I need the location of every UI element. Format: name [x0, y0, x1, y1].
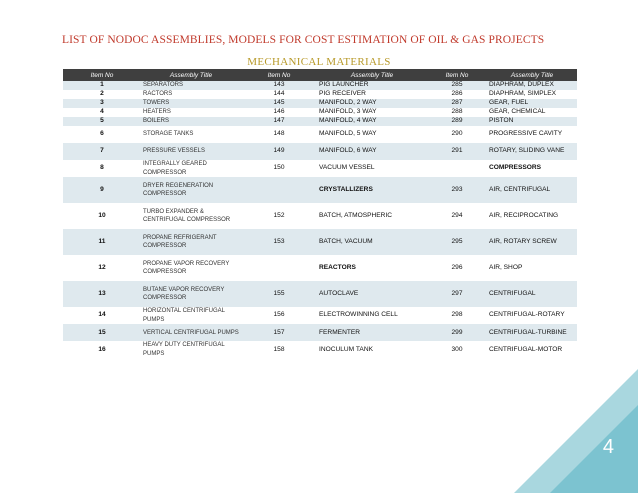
- item-no-cell: 15: [63, 324, 141, 341]
- assembly-title-cell: DRYER REGENERATION COMPRESSOR: [141, 177, 241, 203]
- assembly-title-cell: MANIFOLD, 2 WAY: [317, 99, 427, 108]
- assembly-title-cell: AUTOCLAVE: [317, 281, 427, 307]
- item-no-cell: 294: [427, 203, 487, 229]
- item-no-cell: 148: [241, 126, 317, 143]
- item-no-cell: 9: [63, 177, 141, 203]
- assembly-title-cell: CENTRIFUGAL-TURBINE: [487, 324, 577, 341]
- table-header-row: [63, 69, 577, 81]
- item-no-cell: 156: [241, 307, 317, 324]
- item-no-cell: 286: [427, 90, 487, 99]
- item-no-cell: 4: [63, 108, 141, 117]
- item-no-cell: 13: [63, 281, 141, 307]
- table-row: [63, 324, 577, 341]
- assemblies-table: [63, 69, 577, 359]
- assembly-title-cell: AIR, RECIPROCATING: [487, 203, 577, 229]
- item-no-cell: 2: [63, 90, 141, 99]
- assembly-title-cell: AIR, CENTRIFUGAL: [487, 177, 577, 203]
- assembly-title-cell: INTEGRALLY GEARED COMPRESSOR: [141, 160, 241, 177]
- item-no-cell: 149: [241, 143, 317, 160]
- table-row: [63, 143, 577, 160]
- assembly-title-cell: ELECTROWINNING CELL: [317, 307, 427, 324]
- assembly-title-cell: CENTRIFUGAL: [487, 281, 577, 307]
- item-no-cell: 14: [63, 307, 141, 324]
- item-no-cell: 285: [427, 81, 487, 90]
- assembly-title-cell: PISTON: [487, 117, 577, 126]
- table-row: [63, 281, 577, 307]
- assembly-title-cell: ROTARY, SLIDING VANE: [487, 143, 577, 160]
- item-no-cell: 291: [427, 143, 487, 160]
- assembly-title-cell: PROPANE VAPOR RECOVERY COMPRESSOR: [141, 255, 241, 281]
- item-no-cell: 147: [241, 117, 317, 126]
- assembly-title-cell: TURBO EXPANDER & CENTRIFUGAL COMPRESSOR: [141, 203, 241, 229]
- assembly-title-cell: VACUUM VESSEL: [317, 160, 427, 177]
- item-no-cell: 5: [63, 117, 141, 126]
- item-no-cell: 150: [241, 160, 317, 177]
- assembly-title-cell: GEAR, CHEMICAL: [487, 108, 577, 117]
- item-no-cell: 11: [63, 229, 141, 255]
- assembly-title-cell: PIG LAUNCHER: [317, 81, 427, 90]
- table-row: [63, 160, 577, 177]
- assembly-title-cell: PRESSURE VESSELS: [141, 143, 241, 160]
- item-no-cell: [427, 160, 487, 177]
- table-row: [63, 117, 577, 126]
- assembly-title-cell: PROGRESSIVE CAVITY: [487, 126, 577, 143]
- item-no-cell: 155: [241, 281, 317, 307]
- assembly-title-cell: PROPANE REFRIGERANT COMPRESSOR: [141, 229, 241, 255]
- item-no-cell: 143: [241, 81, 317, 90]
- assembly-title-cell: BOILERS: [141, 117, 241, 126]
- assembly-title-cell: REACTORS: [317, 255, 427, 281]
- table-row: [63, 341, 577, 358]
- assembly-title-cell: PIG RECEIVER: [317, 90, 427, 99]
- item-no-cell: [241, 255, 317, 281]
- assembly-title-cell: MANIFOLD, 3 WAY: [317, 108, 427, 117]
- item-no-cell: 296: [427, 255, 487, 281]
- assembly-title-cell: GEAR, FUEL: [487, 99, 577, 108]
- header-assembly-title-2: Assembly Title: [317, 69, 427, 81]
- assembly-title-cell: FERMENTER: [317, 324, 427, 341]
- assembly-title-cell: SEPARATORS: [141, 81, 241, 90]
- table-row: [63, 229, 577, 255]
- item-no-cell: 298: [427, 307, 487, 324]
- item-no-cell: 16: [63, 341, 141, 358]
- item-no-cell: 299: [427, 324, 487, 341]
- assembly-title-cell: BATCH, ATMOSPHERIC: [317, 203, 427, 229]
- assembly-title-cell: HEAVY DUTY CENTRIFUGAL PUMPS: [141, 341, 241, 358]
- item-no-cell: 12: [63, 255, 141, 281]
- item-no-cell: 10: [63, 203, 141, 229]
- assembly-title-cell: COMPRESSORS: [487, 160, 577, 177]
- item-no-cell: [241, 177, 317, 203]
- assembly-title-cell: CENTRIFUGAL-ROTARY: [487, 307, 577, 324]
- item-no-cell: 293: [427, 177, 487, 203]
- item-no-cell: 8: [63, 160, 141, 177]
- assembly-title-cell: RACTORS: [141, 90, 241, 99]
- item-no-cell: 6: [63, 126, 141, 143]
- item-no-cell: 158: [241, 341, 317, 358]
- assembly-title-cell: BUTANE VAPOR RECOVERY COMPRESSOR: [141, 281, 241, 307]
- corner-decoration-inner: [550, 405, 638, 493]
- table-row: [63, 203, 577, 229]
- assembly-title-cell: AIR, SHOP: [487, 255, 577, 281]
- item-no-cell: 153: [241, 229, 317, 255]
- item-no-cell: 289: [427, 117, 487, 126]
- assembly-title-cell: BATCH, VACUUM: [317, 229, 427, 255]
- table-row: [63, 126, 577, 143]
- section-subtitle: MECHANICAL MATERIALS: [247, 56, 391, 68]
- header-assembly-title-1: Assembly Title: [141, 69, 241, 81]
- item-no-cell: 297: [427, 281, 487, 307]
- assembly-title-cell: STORAGE TANKS: [141, 126, 241, 143]
- item-no-cell: 3: [63, 99, 141, 108]
- header-item-no-2: Item No: [241, 69, 317, 81]
- assembly-title-cell: AIR, ROTARY SCREW: [487, 229, 577, 255]
- table-row: [63, 99, 577, 108]
- item-no-cell: 157: [241, 324, 317, 341]
- item-no-cell: 152: [241, 203, 317, 229]
- item-no-cell: 7: [63, 143, 141, 160]
- page-number: 4: [602, 436, 614, 458]
- item-no-cell: 288: [427, 108, 487, 117]
- header-item-no-3: Item No: [427, 69, 487, 81]
- item-no-cell: 295: [427, 229, 487, 255]
- slide-title: LIST OF NODOC ASSEMBLIES, MODELS FOR COST ESTIMATION OF OIL & GAS PROJECTS: [62, 34, 545, 46]
- header-item-no-1: Item No: [63, 69, 141, 81]
- table-row: [63, 81, 577, 90]
- assembly-title-cell: MANIFOLD, 6 WAY: [317, 143, 427, 160]
- table-row: [63, 307, 577, 324]
- assembly-title-cell: MANIFOLD, 5 WAY: [317, 126, 427, 143]
- item-no-cell: 144: [241, 90, 317, 99]
- assembly-title-cell: HORIZONTAL CENTRIFUGAL PUMPS: [141, 307, 241, 324]
- assembly-title-cell: DIAPHRAM, DUPLEX: [487, 81, 577, 90]
- assembly-title-cell: MANIFOLD, 4 WAY: [317, 117, 427, 126]
- table-row: [63, 177, 577, 203]
- item-no-cell: 1: [63, 81, 141, 90]
- item-no-cell: 300: [427, 341, 487, 358]
- assembly-title-cell: TOWERS: [141, 99, 241, 108]
- table-row: [63, 108, 577, 117]
- item-no-cell: 145: [241, 99, 317, 108]
- item-no-cell: 290: [427, 126, 487, 143]
- assembly-title-cell: INOCULUM TANK: [317, 341, 427, 358]
- table-row: [63, 90, 577, 99]
- header-assembly-title-3: Assembly Title: [487, 69, 577, 81]
- assembly-title-cell: VERTICAL CENTRIFUGAL PUMPS: [141, 324, 241, 341]
- assembly-title-cell: CENTRIFUGAL-MOTOR: [487, 341, 577, 358]
- assembly-title-cell: DIAPHRAM, SIMPLEX: [487, 90, 577, 99]
- assembly-title-cell: HEATERS: [141, 108, 241, 117]
- table-row: [63, 255, 577, 281]
- item-no-cell: 146: [241, 108, 317, 117]
- assembly-title-cell: CRYSTALLIZERS: [317, 177, 427, 203]
- item-no-cell: 287: [427, 99, 487, 108]
